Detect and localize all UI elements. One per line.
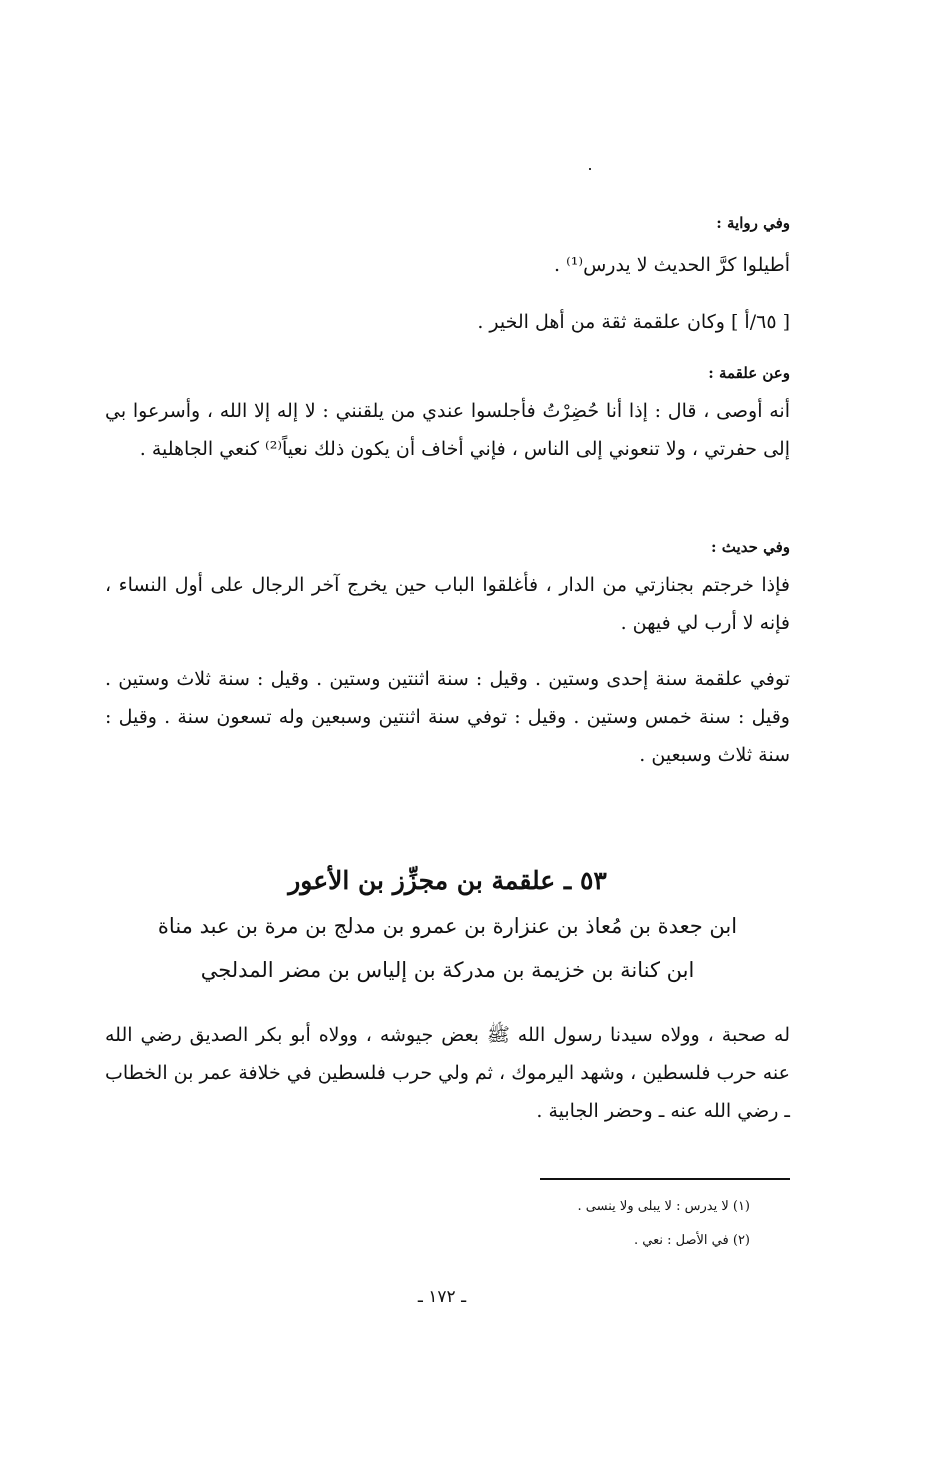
- biography-paragraph: له صحبة ، وولاه سيدنا رسول الله ﷺ بعض جيوشه ، وولاه أبو بكر الصديق رضي الله عنه حرب فلسطين ، وشهد اليرموك ، ثم ولي حرب فلسطين في خلافة عمر بن الخطاب ـ رضي الله عنه ـ وحضر الجابية .: [105, 1024, 790, 1122]
- janaza-paragraph: فإذا خرجتم بجنازتي من الدار ، فأغلقوا الباب حين يخرج آخر الرجال على أول النساء ، فإنه لا أرب لي فيهن .: [105, 574, 790, 634]
- footnote-separator: [540, 1178, 790, 1180]
- footnote-2: (٢) في الأصل : نعي .: [634, 1233, 750, 1248]
- lineage-line-2: ابن كنانة بن خزيمة بن مدركة بن إلياس بن مضر المدلجي: [200, 958, 695, 982]
- death-date-paragraph: توفي علقمة سنة إحدى وستين . وقيل : سنة اثنتين وستين . وقيل : سنة ثلاث وستين . وقيل : سنة خمس وستين . وقيل : توفي سنة اثنتين وسبعين وله تسعون سنة . وقيل : سنة ثلاث وسبعين .: [105, 668, 790, 766]
- section-label-riwaya: وفي رواية :: [716, 214, 790, 232]
- hadith-quote: أطيلوا كرَّ الحديث لا يدرس⁽¹⁾ .: [554, 254, 790, 276]
- folio-reference-line: [ ٦٥/أ ] وكان علقمة ثقة من أهل الخير .: [477, 311, 790, 333]
- section-label-hadith: وفي حديث :: [711, 538, 790, 556]
- footnote-1: (١) لا يدرس : لا يبلى ولا ينسى .: [577, 1199, 750, 1214]
- section-label-an-alqama: وعن علقمة :: [708, 364, 790, 382]
- ink-speck: [589, 168, 591, 170]
- lineage-line-1: ابن جعدة بن مُعاذ بن عنزارة بن عمرو بن مدلج بن مرة بن عبد مناة: [157, 914, 738, 938]
- page-number: ـ ١٧٢ ـ: [417, 1287, 467, 1307]
- entry-title: ٥٣ ـ علقمة بن مجزِّز بن الأعور: [288, 866, 607, 895]
- wasiyya-paragraph: أنه أوصى ، قال : إذا أنا حُضِرْتُ فأجلسوا عندي من يلقنني : لا إله إلا الله ، وأسرعوا بي إلى حفرتي ، ولا تنعوني إلى الناس ، فإني أخاف أن يكون ذلك نعياً⁽²⁾ كنعي الجاهلية .: [105, 400, 790, 460]
